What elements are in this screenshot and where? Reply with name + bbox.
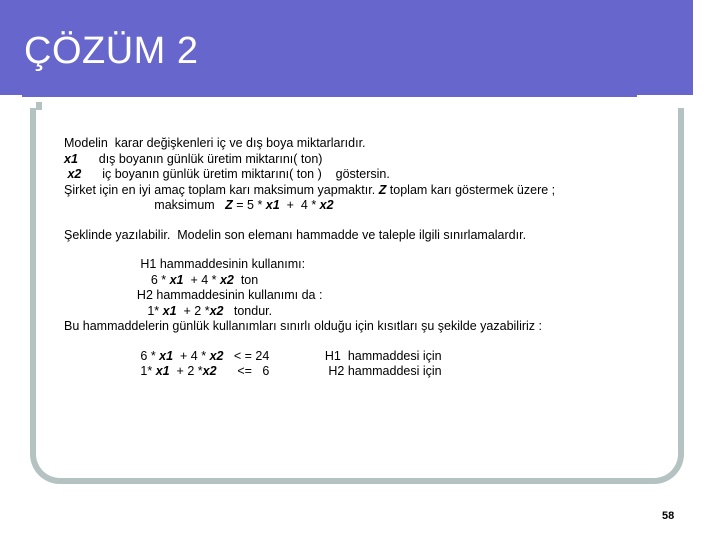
page-number: 58 xyxy=(662,510,675,522)
text-span: < = 24 H1 hammaddesi için xyxy=(223,348,442,363)
variable-x1: x1 xyxy=(64,151,78,166)
slide-body xyxy=(64,136,674,380)
constraint-line xyxy=(64,364,674,380)
text-span: Şeklinde yazılabilir. Modelin son elemanı hammadde ve taleple ilgili sınırlamalardır. xyxy=(64,227,527,242)
text-span: + 4 * xyxy=(173,348,210,363)
slide-title: ÇÖZÜM 2 xyxy=(24,30,199,72)
text-span: iç boyanın günlük üretim miktarını( ton ) göstersin. xyxy=(81,167,390,181)
variable-x1: x1 xyxy=(159,348,174,363)
variable-z: Z xyxy=(225,198,233,212)
text-span: Şirket için en iyi amaç toplam karı maksimum yapmaktır. xyxy=(64,182,379,197)
variable-x2: x2 xyxy=(319,198,334,212)
paragraph-line xyxy=(64,257,674,273)
variable-x2: x2 xyxy=(202,364,217,378)
text-span: 6 * xyxy=(64,348,160,363)
title-bar xyxy=(0,0,693,95)
constraint-line xyxy=(64,349,674,365)
variable-z: Z xyxy=(378,182,387,197)
text-span: + 4 * xyxy=(279,198,320,212)
text-span: H2 hammaddesinin kullanımı da : xyxy=(64,288,323,302)
text-span: maksimum xyxy=(64,198,226,212)
text-span: toplam karı göstermek üzere ; xyxy=(386,182,556,197)
variable-x2: x2 xyxy=(209,348,224,363)
text-span: + 2 * xyxy=(176,303,210,318)
equation-line xyxy=(64,304,674,320)
text-span: + 2 * xyxy=(169,364,203,378)
variable-x2: x2 xyxy=(64,167,82,181)
text-span: <= 6 H2 hammaddesi için xyxy=(216,364,442,378)
text-span: 1* xyxy=(64,303,163,318)
variable-x1: x1 xyxy=(169,272,184,287)
text-span: ton xyxy=(233,272,259,287)
text-span: H1 hammaddesinin kullanımı: xyxy=(64,257,306,271)
equation-line xyxy=(64,273,674,289)
paragraph-line xyxy=(64,152,674,168)
paragraph-line xyxy=(64,319,674,335)
text-span: + 4 * xyxy=(183,272,220,287)
variable-x1: x1 xyxy=(162,303,177,318)
corner-strip xyxy=(693,0,720,15)
objective-function xyxy=(64,198,674,214)
text-span: tondur. xyxy=(223,303,273,318)
title-underline xyxy=(22,93,637,97)
text-span: 1* xyxy=(64,364,156,378)
paragraph-line xyxy=(64,183,674,199)
text-span: = 5 * xyxy=(232,198,266,212)
paragraph-line xyxy=(64,228,674,244)
variable-x1: x1 xyxy=(155,364,170,378)
text-span: dış boyanın günlük üretim miktarını( ton) xyxy=(77,151,323,166)
text-span: Bu hammaddelerin günlük kullanımları sınırlı olduğu için kısıtları şu şekilde yazabiliriz : xyxy=(64,319,542,333)
paragraph-line xyxy=(64,288,674,304)
text-span: 6 * xyxy=(64,272,170,287)
text-span: Modelin karar değişkenleri iç ve dış boya miktarlarıdır. xyxy=(64,136,366,150)
paragraph-line xyxy=(64,167,674,183)
variable-x1: x1 xyxy=(265,198,280,212)
variable-x2: x2 xyxy=(219,272,234,287)
paragraph-line xyxy=(64,136,674,152)
variable-x2: x2 xyxy=(209,303,224,318)
